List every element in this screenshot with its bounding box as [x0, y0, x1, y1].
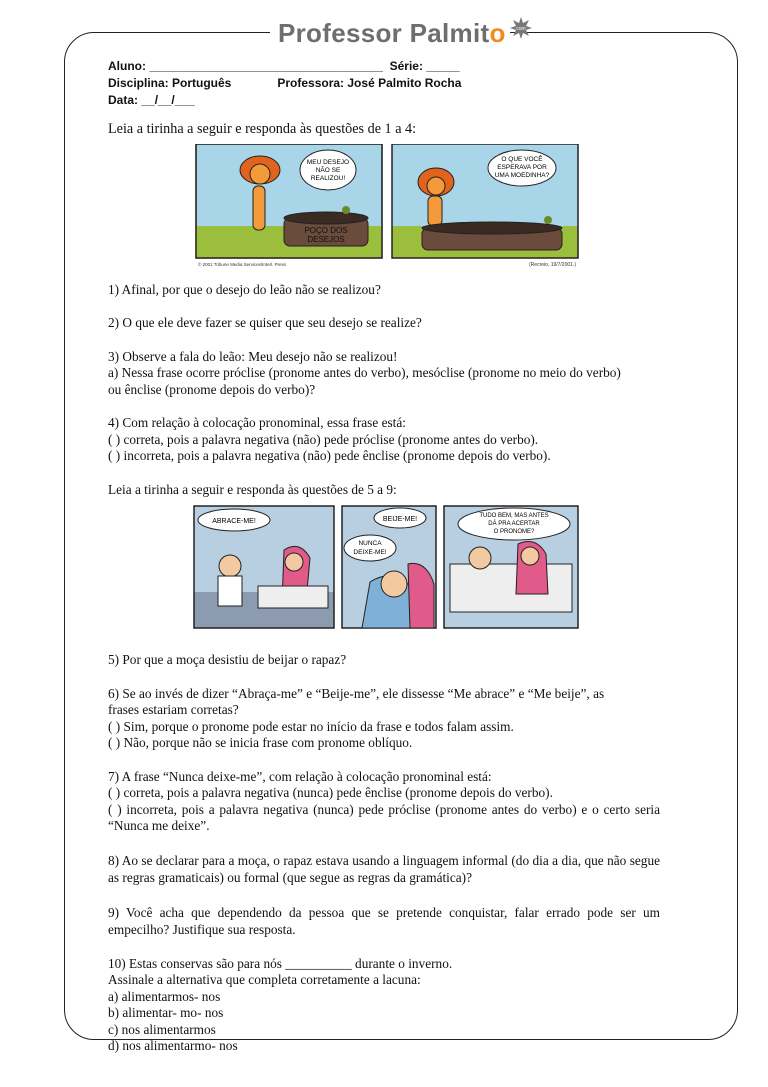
comic-strip-couple — [108, 504, 660, 632]
comic1-balloon1-line1: MEU DESEJO — [306, 158, 350, 166]
comic2-balloon-tudo-line1: TUDO BEM, MAS ANTES — [479, 513, 549, 519]
comic1-source: (Recreio, 19/7/2001.) — [529, 261, 576, 268]
question-10-option-c[interactable]: c) nos alimentarmos — [108, 1021, 216, 1037]
comic2-balloon-tudo-line2: DÁ PRA ACERTAR — [488, 521, 540, 527]
logo-badge-icon — [510, 17, 532, 39]
question-1: 1) Afinal, por que o desejo do leão não se realizou? — [108, 281, 381, 297]
comic2-balloon-nunca-line2: DEIXE-ME! — [353, 549, 387, 556]
logo-text: Professor Palmito — [278, 18, 506, 48]
question-3-a-line2: ou ênclise (pronome depois do verbo)? — [108, 381, 316, 397]
comic1-panel-1 — [196, 144, 382, 258]
svg-text:com: com — [515, 25, 526, 32]
question-6-line1: 6) Se ao invés de dizer “Abraça-me” e “Beije-me”, ele dissesse “Me abrace” e “Me beije”, as — [108, 685, 605, 701]
question-4-option-2[interactable]: ( ) incorreta, pois a palavra negativa (não) pede ênclise (pronome depois do verbo). — [108, 448, 551, 463]
question-10-stem: 10) Estas conservas são para nós __________ durante o inverno. — [108, 955, 453, 971]
comic2-panel-3 — [444, 506, 578, 628]
disciplina: Disciplina: Português — [108, 76, 232, 90]
intro-questions-5-9: Leia a tirinha a seguir e responda às questões de 5 a 9: — [108, 481, 397, 497]
comic1-panel-2 — [392, 144, 578, 258]
comic1-balloon1-line2: NÃO SE — [315, 166, 341, 174]
comic2-balloon-tudo-line3: O PRONOME? — [493, 529, 535, 535]
question-10-option-d[interactable]: d) nos alimentarmo- nos — [108, 1038, 238, 1053]
comic1-well-line1: POÇO DOS — [304, 225, 348, 235]
question-2: 2) O que ele deve fazer se quiser que seu desejo se realize? — [108, 315, 422, 330]
date-field[interactable]: Data: __/__/___ — [108, 93, 195, 107]
question-6-line2: frases estariam corretas? — [108, 702, 239, 717]
question-6-option-1[interactable]: ( ) Sim, porque o pronome pode estar no início da frase e todos falam assim. — [108, 718, 514, 734]
question-6-option-2[interactable]: ( ) Não, porque não se inicia frase com pronome oblíquo. — [108, 735, 413, 750]
question-10-instruction: Assinale a alternativa que completa corretamente a lacuna: — [108, 972, 421, 987]
professor-palmito-logo — [278, 18, 532, 49]
question-9: 9) Você acha que dependendo da pessoa que se pretende conquistar, falar errado pode ser um empecilho? Justifique sua resposta. — [108, 904, 660, 937]
aluno-label: Aluno: — [108, 59, 146, 73]
question-8: 8) Ao se declarar para a moça, o rapaz estava usando a linguagem informal (do dia a dia, que não segue as regras gramaticais) ou formal (que segue as regras da gramática)? — [108, 852, 660, 885]
worksheet-content — [108, 58, 660, 1055]
comic-strip-lion — [108, 144, 660, 270]
question-10-option-a[interactable]: a) alimentarmos- nos — [108, 988, 221, 1004]
professora: Professora: José Palmito Rocha — [277, 76, 462, 90]
serie-field[interactable]: _____ — [426, 59, 460, 73]
serie-label: Série: — [389, 59, 423, 73]
comic2-balloon-nunca-line1: NUNCA — [358, 540, 382, 547]
comic2-balloon-abrace: ABRACE-ME! — [212, 518, 256, 525]
comic2-balloon-beije: BEIJE-ME! — [382, 516, 418, 523]
aluno-field[interactable]: ___________________________________ — [149, 59, 383, 73]
intro-questions-1-4: Leia a tirinha a seguir e responda às questões de 1 a 4: — [108, 121, 417, 137]
comic1-balloon2-line2: ESPERAVA POR — [497, 163, 547, 171]
comic1-balloon1-line3: REALIZOU! — [310, 174, 346, 182]
comic1-credit: © 2001 Tribune Media Services/Interl. Press — [198, 261, 287, 267]
question-3-stem: 3) Observe a fala do leão: Meu desejo não se realizou! — [108, 348, 398, 364]
question-7-option-2[interactable]: ( ) incorreta, pois a palavra negativa (nunca) pede próclise (pronome antes do verbo) e o certo seria “Nunca me deixe”. — [108, 801, 660, 833]
question-3-a-line1: a) Nessa frase ocorre próclise (pronome antes do verbo), mesóclise (pronome no meio do verbo) — [108, 365, 621, 380]
question-10-option-b[interactable]: b) alimentar- mo- nos — [108, 1005, 224, 1020]
comic2-panel-1 — [194, 506, 334, 628]
question-5: 5) Por que a moça desistiu de beijar o rapaz? — [108, 652, 347, 667]
question-4-stem: 4) Com relação à colocação pronominal, essa frase está: — [108, 415, 406, 430]
comic1-balloon2-line3: UMA MOEDINHA? — [494, 171, 550, 179]
comic2-panel-2 — [342, 506, 436, 628]
question-7-stem: 7) A frase “Nunca deixe-me”, com relação à colocação pronominal está: — [108, 768, 492, 784]
question-4-option-1[interactable]: ( ) correta, pois a palavra negativa (não) pede próclise (pronome antes do verbo). — [108, 431, 539, 447]
comic1-balloon2-line1: O QUE VOCÊ — [501, 155, 543, 163]
student-header — [108, 58, 660, 109]
comic1-well-line2: DESEJOS — [307, 234, 345, 244]
question-7-option-1[interactable]: ( ) correta, pois a palavra negativa (nunca) pede ênclise (pronome depois do verbo). — [108, 785, 553, 800]
